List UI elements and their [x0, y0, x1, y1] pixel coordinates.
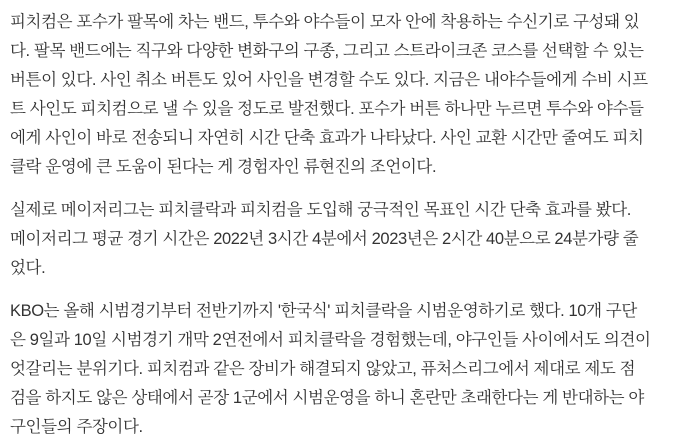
text-line: 다. 팔목 밴드에는 직구와 다양한 변화구의 구종, 그리고 스트라이크존 코스를 선택할 수 있는 [10, 42, 644, 60]
text-line: 은 9일과 10일 시범경기 개막 2연전에서 피치클락을 경험했는데, 야구인들 사이에서도 의견이 [10, 331, 651, 349]
paragraph [10, 297, 690, 442]
paragraph [10, 196, 690, 283]
text-line: 트 사인도 피치컴으로 낼 수 있을 정도로 발전했다. 포수가 버튼 하나만 누르면 투수와 야수들 [10, 100, 644, 118]
text-line: 엇갈리는 분위기다. 피치컴과 같은 장비가 해결되지 않았고, 퓨처스리그에서 제대로 제도 점 [10, 360, 636, 378]
text-line: 었다. [10, 259, 46, 277]
text-line: 클락 운영에 큰 도움이 된다는 게 경험자인 류현진의 조언이다. [10, 158, 437, 176]
text-line: 에게 사인이 바로 전송되니 자연히 시간 단축 효과가 나타났다. 사인 교환 시간만 줄여도 피치 [10, 129, 644, 147]
text-line: 메이저리그 평균 경기 시간은 2022년 3시간 4분에서 2023년은 2시간 40분으로 24분가량 줄 [10, 230, 639, 248]
paragraph [10, 8, 690, 182]
text-line: 버튼이 있다. 사인 취소 버튼도 있어 사인을 변경할 수도 있다. 지금은 내야수들에게 수비 시프 [10, 71, 648, 89]
text-line: KBO는 올해 시범경기부터 전반기까지 '한국식' 피치클락을 시범운영하기로 했다. 10개 구단 [10, 302, 637, 320]
text-line: 구인들의 주장이다. [10, 418, 143, 436]
text-line: 검을 하지도 않은 상태에서 곧장 1군에서 시범운영을 하니 혼란만 초래한다는 게 반대하는 야 [10, 389, 644, 407]
text-line: 피치컴은 포수가 팔목에 차는 밴드, 투수와 야수들이 모자 안에 착용하는 수신기로 구성돼 있 [10, 13, 640, 31]
text-line: 실제로 메이저리그는 피치클락과 피치컴을 도입해 궁극적인 목표인 시간 단축 효과를 봤다. [10, 201, 631, 219]
